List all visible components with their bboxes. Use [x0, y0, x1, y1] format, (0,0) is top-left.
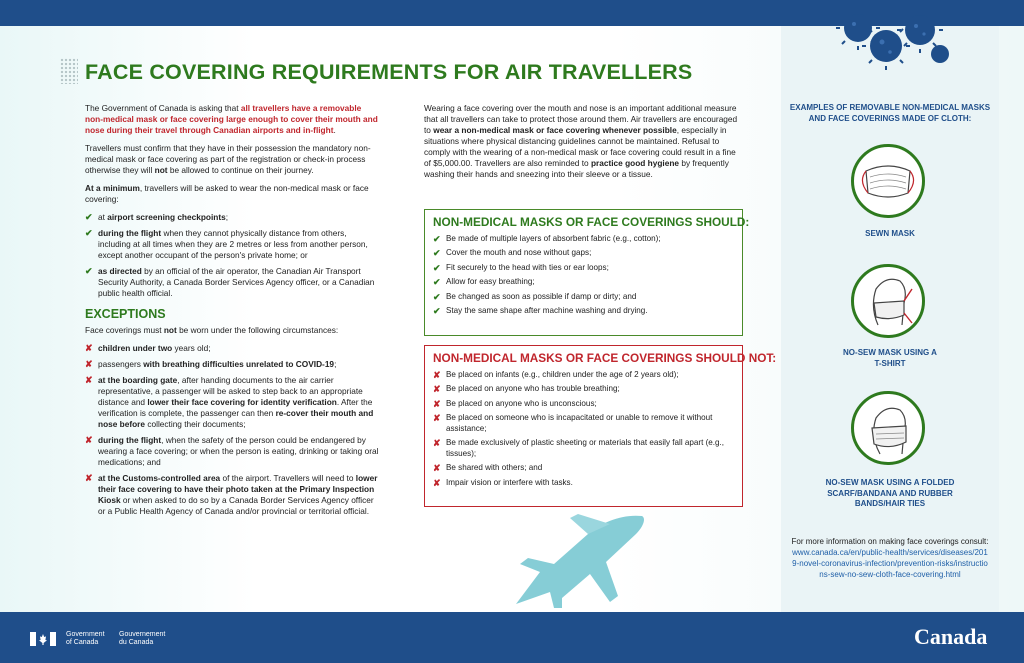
gov-signature-en: Government of Canada	[66, 631, 105, 646]
list-item: ✘ at the boarding gate, after handing documents to the air carrier representative, a passenger will be asked to step back to an appropriate distance and lower their face covering for identity verification. After the verification is complete, the passenger can then re-cover their mouth and nose before collecting their documents;	[85, 375, 374, 429]
check-icon: ✔	[85, 212, 93, 222]
cross-icon: ✘	[433, 369, 441, 380]
exceptions-intro: Face coverings must not be worn under the following circumstances:	[85, 325, 339, 335]
canada-flag-icon	[30, 632, 56, 646]
tshirt-mask-image	[851, 264, 925, 338]
list-item: ✘ at the Customs-controlled area of the airport. Travellers will need to lower their face covering to have their photo taken at the Primary Inspection Kiosk or when asked to do so by a Canada Border Services Agency officer or a Public Health Agency of Canada and/or provincial or territorial official.	[85, 473, 378, 516]
should-heading: NON-MEDICAL MASKS OR FACE COVERINGS SHOULD:	[433, 215, 750, 229]
sewn-mask-icon	[854, 147, 922, 215]
minimum-list	[85, 212, 380, 299]
list-item: ✔ Allow for easy breathing;	[433, 277, 535, 287]
list-item: ✘ Be placed on anyone who is unconscious;	[433, 398, 597, 409]
cross-icon: ✘	[433, 384, 441, 394]
sewn-mask-label: SEWN MASK	[865, 229, 915, 238]
title-dots	[60, 58, 78, 84]
more-info: For more information on making face coverings consult: www.canada.ca/en/public-health/services/diseases/2019-novel-coronavirus-infection/prevention-risks/instructions-sew-no-sew-cloth-face-covering.html	[791, 537, 989, 579]
list-item: ✔ Be changed as soon as possible if damp or dirty; and	[433, 291, 637, 302]
gov-signature-fr: Gouvernement du Canada	[119, 631, 166, 646]
left-column	[85, 103, 380, 522]
list-item: ✔ Be made of multiple layers of absorbent fabric (e.g., cotton);	[433, 233, 661, 244]
list-item: ✘ passengers with breathing difficulties unrelated to COVID-19;	[85, 359, 337, 369]
confirm-paragraph: Travellers must confirm that they have in their possession the mandatory non-medical mask or face covering as part of the registration or check-in process otherwise they will not be allowed to continue on their journey.	[85, 143, 371, 175]
list-item: ✔ Fit securely to the head with ties or ear loops;	[433, 262, 609, 273]
list-item: ✘ Impair vision or interfere with tasks.	[433, 477, 573, 488]
check-icon: ✔	[85, 266, 93, 276]
panel-title: EXAMPLES OF REMOVABLE NON-MEDICAL MASKS AND FACE COVERINGS MADE OF CLOTH:	[789, 103, 991, 123]
should-list	[433, 234, 734, 317]
cross-icon: ✘	[433, 398, 441, 409]
list-item: ✘ Be placed on infants (e.g., children under the age of 2 years old);	[433, 369, 679, 380]
list-item: ✘ Be shared with others; and	[433, 463, 543, 473]
list-item: ✘ Be placed on anyone who has trouble breathing;	[433, 384, 620, 394]
scarf-mask-icon	[854, 394, 922, 462]
list-item: ✔ as directed by an official of the air operator, the Canadian Air Transport Security Authority, a Canada Border Services Agency officer, or a Canadian public health official.	[85, 266, 375, 298]
sewn-mask-image	[851, 144, 925, 218]
check-icon: ✔	[433, 291, 441, 302]
list-item: ✘ Be placed on someone who is incapacitated or unable to remove it without assistance;	[433, 413, 713, 433]
scarf-mask-image	[851, 391, 925, 465]
should-not-heading: NON-MEDICAL MASKS OR FACE COVERINGS SHOULD NOT:	[433, 351, 777, 365]
wearing-paragraph: Wearing a face covering over the mouth and nose is an important additional measure that all travellers can take to protect those around them. Air travellers are encouraged to wear a non-medical mask or face covering whenever possible, especially in situations where physical distancing guidelines cannot be maintained. Refusal to comply with the wearing of a non-medical mask or face covering could result in a fine of $5,000.00. Travellers are also reminded to practice good hygiene by frequently washing their hands and sneezing into their sleeve or a tissue.	[424, 103, 738, 179]
page-title: FACE COVERING REQUIREMENTS FOR AIR TRAVELLERS	[85, 60, 693, 84]
canada-wordmark: Canada	[914, 624, 988, 649]
cross-icon: ✘	[433, 438, 441, 448]
cross-icon: ✘	[85, 359, 93, 369]
virus-icon	[828, 6, 958, 70]
should-not-list	[433, 370, 734, 489]
cross-icon: ✘	[433, 463, 441, 473]
should-not-box	[424, 345, 777, 507]
list-item: ✘ children under two years old;	[85, 343, 211, 353]
plane-icon	[510, 512, 660, 608]
should-box	[424, 209, 750, 336]
check-icon: ✔	[433, 277, 441, 287]
cross-icon: ✘	[85, 343, 93, 353]
more-info-link[interactable]: www.canada.ca/en/public-health/services/diseases/2019-novel-coronavirus-infection/prevention-risks/instructions-sew-no-sew-cloth-face-covering.html	[792, 548, 988, 579]
list-item: ✘ during the flight, when the safety of the person could be endangered by wearing a face covering; or when the person is eating, drinking or taking oral medications; and	[85, 435, 379, 467]
check-icon: ✔	[433, 306, 441, 316]
cross-icon: ✘	[85, 473, 93, 483]
cross-icon: ✘	[85, 375, 93, 385]
list-item: ✘ Be made exclusively of plastic sheeting or materials that easily fall apart (e.g., tissues);	[433, 438, 725, 458]
middle-column	[424, 103, 744, 187]
list-item: ✔ at airport screening checkpoints;	[85, 212, 229, 222]
minimum-paragraph: At a minimum, travellers will be asked to wear the non-medical mask or face covering:	[85, 183, 369, 204]
check-icon: ✔	[433, 248, 441, 258]
scarf-mask-label: NO-SEW MASK USING A FOLDED SCARF/BANDANA AND RUBBER BANDS/HAIR TIES	[825, 478, 955, 508]
list-item: ✔ Stay the same shape after machine washing and drying.	[433, 306, 648, 316]
exceptions-list	[85, 343, 380, 517]
tshirt-mask-label: NO-SEW MASK USING A T-SHIRT	[843, 348, 937, 368]
check-icon: ✔	[433, 233, 441, 244]
tshirt-mask-icon	[854, 267, 922, 335]
cross-icon: ✘	[433, 413, 441, 423]
check-icon: ✔	[433, 262, 441, 273]
list-item: ✔ during the flight when they cannot physically distance from others, including at all times when they are 2 metres or less from another person, except another occupant of the person's private home; or	[85, 228, 368, 260]
cross-icon: ✘	[85, 435, 93, 445]
cross-icon: ✘	[433, 477, 441, 488]
check-icon: ✔	[85, 228, 93, 238]
list-item: ✔ Cover the mouth and nose without gaps;	[433, 248, 592, 258]
intro-paragraph: The Government of Canada is asking that all travellers have a removable non-medical mask or face covering large enough to cover their mouth and nose during their travel through Canadian airports and in-flight.	[85, 103, 378, 135]
exceptions-heading: EXCEPTIONS	[85, 307, 166, 321]
